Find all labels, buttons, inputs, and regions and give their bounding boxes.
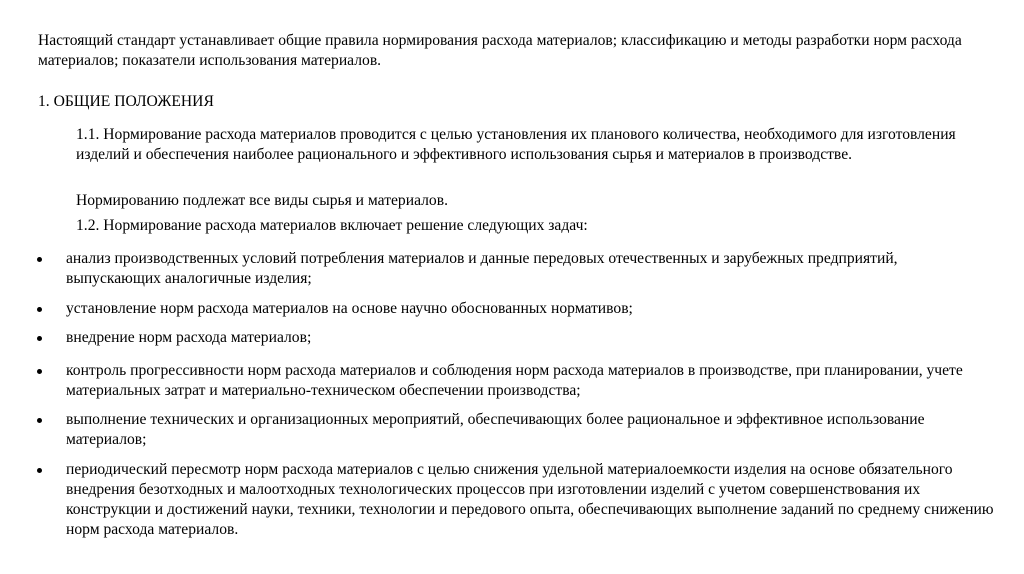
- list-item-text: периодический пересмотр норм расхода материалов с целью снижения удельной материалоемкости изделия на основе обязательного внедрения безотходных и малоотходных технологических процессов при изготовлении изделий с учетом совершенствования их конструкции и достижений науки, техники, технологии и передового опыта, обеспечивающих выполнение заданий по среднему снижению норм расхода материалов.: [66, 461, 994, 538]
- paragraph-1-2: 1.2. Нормирование расхода материалов включает решение следующих задач:: [76, 217, 588, 234]
- bullet-icon: [37, 307, 42, 312]
- bullet-icon: [37, 257, 42, 262]
- bullet-icon: [37, 468, 42, 473]
- paragraph-normalization-scope: Нормированию подлежат все виды сырья и материалов.: [76, 192, 448, 209]
- intro-paragraph: Настоящий стандарт устанавливает общие правила нормирования расхода материалов; классификацию и методы разработки норм расхода материалов; показатели использования материалов.: [38, 32, 962, 69]
- section-title: 1. ОБЩИЕ ПОЛОЖЕНИЯ: [38, 93, 214, 110]
- bullet-icon: [37, 369, 42, 374]
- list-item-text: анализ производственных условий потребления материалов и данные передовых отечественных и зарубежных предприятий, выпускающих аналогичные изделия;: [66, 250, 898, 287]
- paragraph-1-1: 1.1. Нормирование расхода материалов проводится с целью установления их планового количества, необходимого для изготовления изделий и обеспечения наиболее рационального и эффективного использования сырья и материалов в производстве.: [76, 126, 956, 163]
- list-item-text: выполнение технических и организационных мероприятий, обеспечивающих более рациональное и эффективное использование материалов;: [66, 411, 925, 448]
- list-item-text: контроль прогрессивности норм расхода материалов и соблюдения норм расхода материалов в производстве, при планировании, учете материальных затрат и материально-техническом обеспечении производства;: [66, 362, 963, 399]
- list-item-text: внедрение норм расхода материалов;: [66, 329, 312, 346]
- list-item-text: установление норм расхода материалов на основе научно обоснованных нормативов;: [66, 300, 633, 317]
- bullet-icon: [37, 418, 42, 423]
- bullet-icon: [37, 336, 42, 341]
